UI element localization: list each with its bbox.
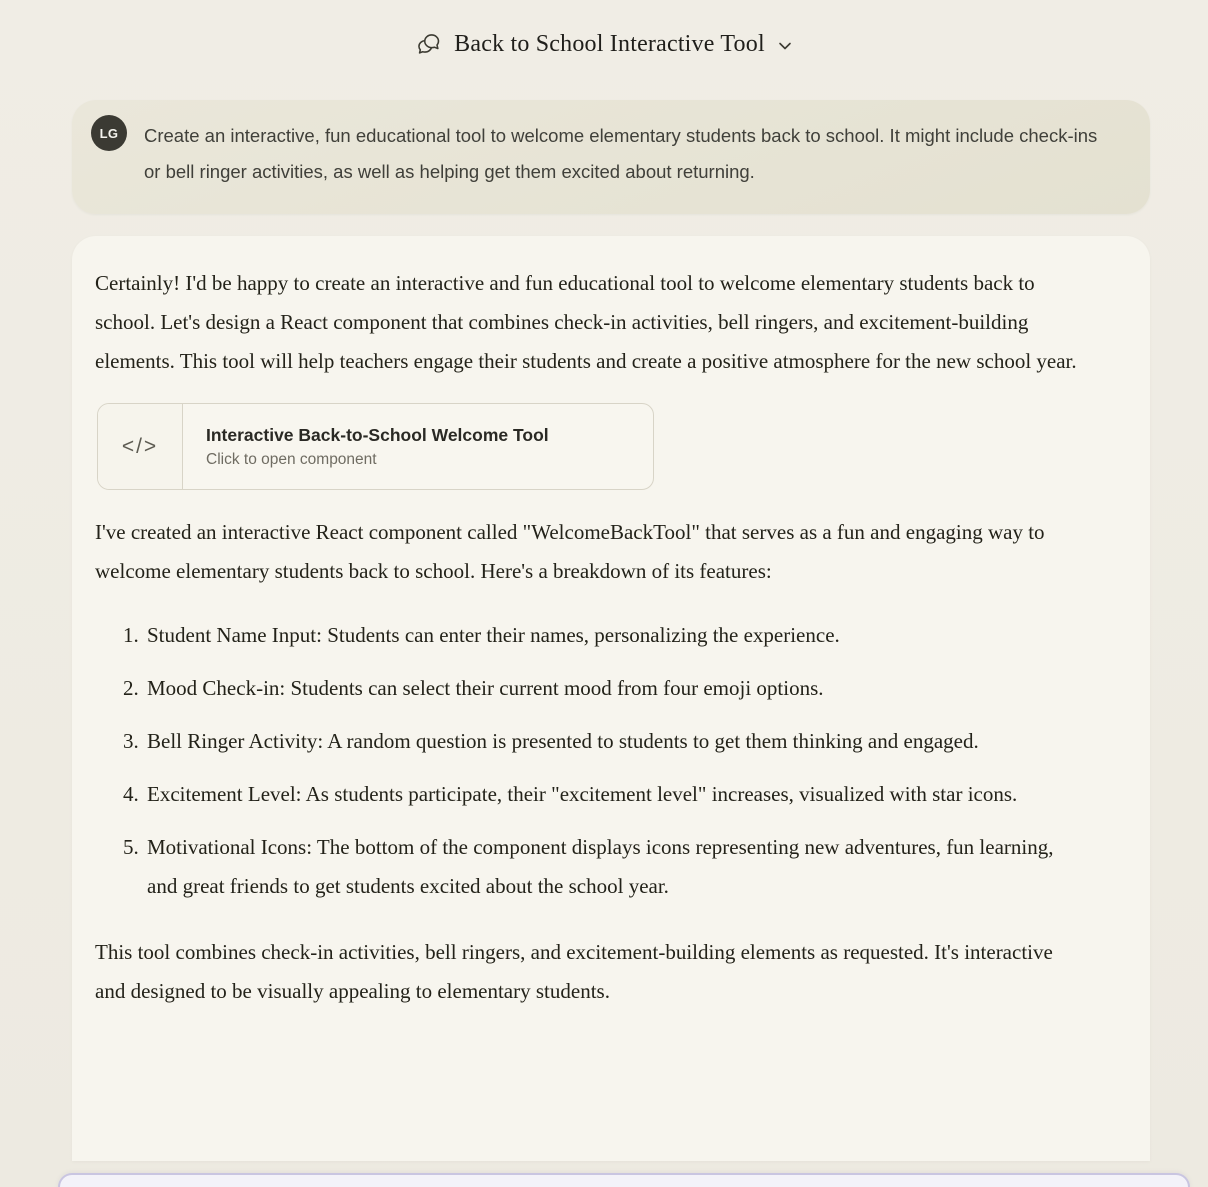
- user-message-text: Create an interactive, fun educational tool to welcome elementary students back to school. It might include check-ins or bell ringer activities, as well as helping get them excited about returning.: [144, 125, 1098, 182]
- artifact-icon-box: [98, 404, 183, 489]
- assistant-intro-paragraph: Certainly! I'd be happy to create an interactive and fun educational tool to welcome elementary students back to school. Let's design a React component that combines check-in activities, bell ringers, and excitement-building elements. This tool will help teachers engage their students and create a positive atmosphere for the new school year.: [95, 271, 1077, 373]
- message-input[interactable]: [58, 1173, 1190, 1187]
- feature-item: 1. Student Name Input: Students can enter their names, personalizing the experience.: [144, 616, 1085, 655]
- artifact-card[interactable]: [97, 403, 654, 490]
- artifact-meta: [183, 404, 549, 489]
- page-title: Back to School Interactive Tool: [454, 30, 765, 57]
- chat-thread: [72, 100, 1150, 1161]
- chevron-down-icon[interactable]: [777, 38, 793, 54]
- conversation-title-bar[interactable]: [0, 0, 1208, 62]
- features-intro-paragraph: I've created an interactive React component called "WelcomeBackTool" that serves as a fun and engaging way to welcome elementary students back to school. Here's a breakdown of its features:: [95, 520, 1045, 583]
- feature-item: 3. Bell Ringer Activity: A random question is presented to students to get them thinking and engaged.: [144, 722, 1085, 761]
- artifact-title: Interactive Back-to-School Welcome Tool: [206, 424, 549, 445]
- feature-item: 4. Excitement Level: As students participate, their "excitement level" increases, visualized with star icons.: [144, 775, 1085, 814]
- avatar: LG: [91, 115, 127, 151]
- user-message: [72, 100, 1150, 214]
- code-icon: </>: [121, 434, 159, 458]
- chat-bubbles-icon: [415, 31, 442, 58]
- feature-item: 5. Motivational Icons: The bottom of the component displays icons representing new adventures, fun learning, and great friends to get students excited about the school year.: [144, 828, 1085, 906]
- assistant-message: [72, 236, 1150, 1161]
- features-list: [95, 616, 1085, 906]
- artifact-subtitle: Click to open component: [206, 450, 377, 468]
- assistant-outro-paragraph: This tool combines check-in activities, bell ringers, and excitement-building elements as requested. It's interactive and designed to be visually appealing to elementary students.: [95, 940, 1053, 1003]
- feature-item: 2. Mood Check-in: Students can select their current mood from four emoji options.: [144, 669, 1085, 708]
